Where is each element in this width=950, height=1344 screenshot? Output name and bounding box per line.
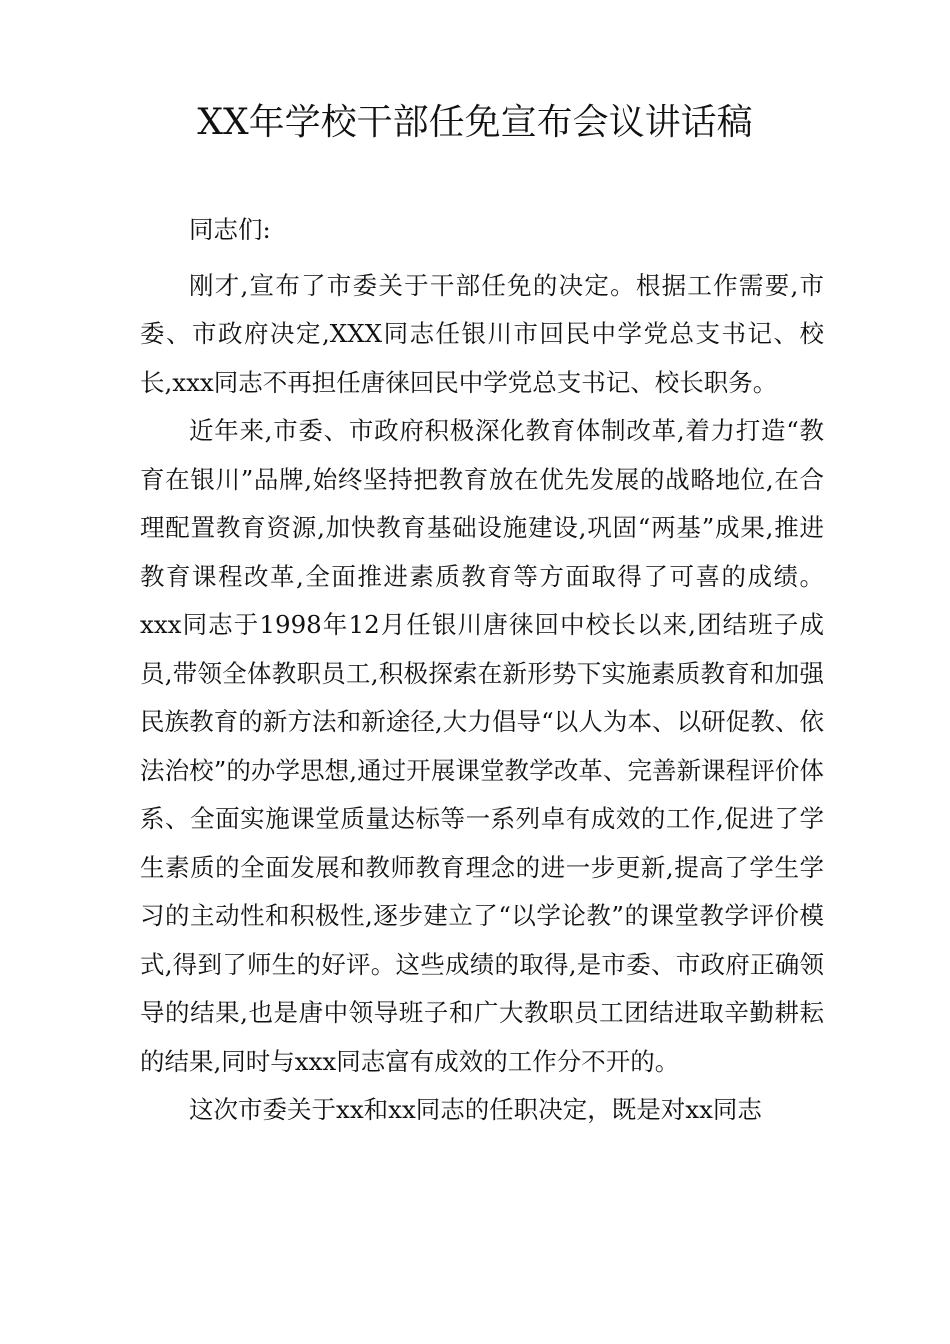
paragraph-1: 刚才,宣布了市委关于干部任免的决定。根据工作需要,市委、市政府决定,XXX同志任银川市回民中学党总支书记、校长,xxx同志不再担任唐徕回民中学党总支书记、校长职务。 [140, 270, 824, 397]
paragraph-2: 近年来,市委、市政府积极深化教育体制改革,着力打造“教育在银川”品牌,始终坚持把教育放在优先发展的战略地位,在合理配置教育资源,加快教育基础设施建设,巩固“两基”成果,推进教育课程改革,全面推进素质教育等方面取得了可喜的成绩。xxx同志于1998年12月任银川唐徕回中校长以来,团结班子成员,带领全体教职员工,积极探索在新形势下实施素质教育和加强民族教育的新方法和新途径,大力倡导“以人为本、以研促教、依法治校”的办学思想,通过开展课堂教学改革、完善新课程评价体系、全面实施课堂质量达标等一系列卓有成效的工作,促进了学生素质的全面发展和教师教育理念的进一步更新,提高了学生学习的主动性和积极性,逐步建立了“以学论教”的课堂教学评价模式,得到了师生的好评。这些成绩的取得,是市委、市政府正确领导的结果,也是唐中领导班子和广大教职员工团结进取辛勤耕耘的结果,同时与xxx同志富有成效的工作分不开的。 [140, 416, 824, 1076]
paragraph-3: 这次市委关于xx和xx同志的任职决定，既是对xx同志 [189, 1095, 762, 1124]
document-title: XX年学校干部任免宣布会议讲话稿 [197, 102, 753, 143]
document-body [140, 206, 824, 1135]
salutation: 同志们: [189, 215, 271, 244]
